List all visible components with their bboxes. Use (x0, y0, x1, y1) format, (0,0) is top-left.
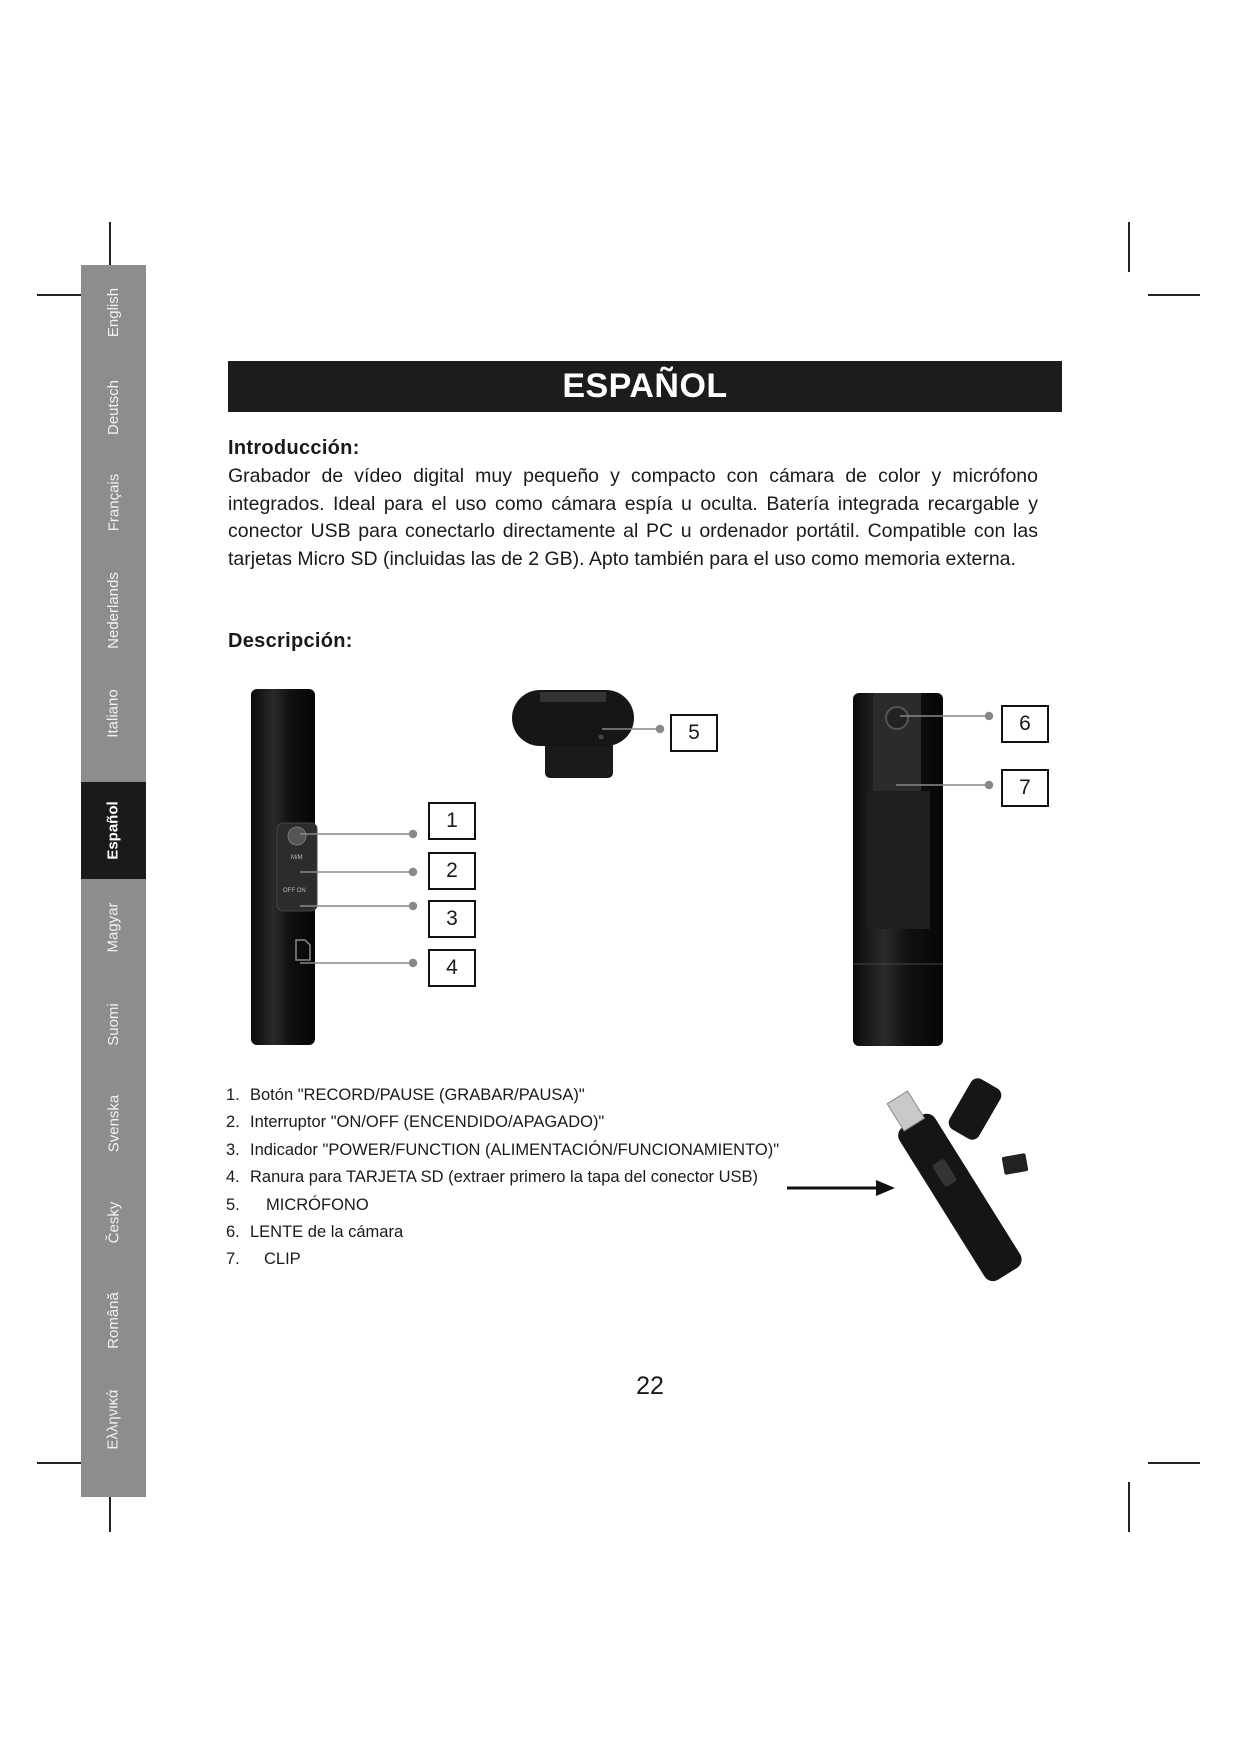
camera-lens-icon (886, 707, 908, 729)
micro-sd-card-photo (1002, 1153, 1029, 1175)
sidebar-item-italiano[interactable]: Italiano (105, 689, 122, 738)
sidebar-item-ellinika[interactable]: Ελληνικά (104, 1388, 122, 1450)
sidebar-item-svenska[interactable]: Svenska (104, 1094, 122, 1152)
sidebar-item-romana[interactable]: Română (104, 1291, 122, 1349)
callout-3: 3 (428, 900, 476, 938)
usb-cap-photo (946, 1075, 1004, 1142)
page-title: ESPAÑOL (228, 361, 1062, 412)
list-item: 1. Botón "RECORD/PAUSE (GRABAR/PAUSA)" (226, 1086, 585, 1104)
list-item: 4. Ranura para TARJETA SD (extraer primero la tapa del conector USB) (226, 1168, 759, 1186)
microphone-icon (599, 735, 604, 740)
record-button-icon (288, 827, 306, 845)
callout-4: 4 (428, 949, 476, 987)
intro-paragraph: Grabador de vídeo digital muy pequeño y compacto con cámara de color y micrófono integrados. Ideal para el uso como cámara espía u oculta. Batería integrada recargable y conector USB para conectarlo directamente al PC u ordenador portátil. Compatible con las tarjetas Micro SD (incluidas las de 2 GB). Apto también para el uso como memoria externa. (228, 465, 1038, 570)
callout-7: 7 (1001, 769, 1049, 807)
list-item: 7. CLIP (226, 1250, 301, 1268)
device-front-view (251, 689, 317, 1045)
sidebar-item-francais[interactable]: Français (105, 473, 122, 532)
list-item: 6. LENTE de la cámara (226, 1223, 404, 1241)
sidebar-item-espanol[interactable]: Español (81, 782, 146, 879)
sidebar-item-cesky[interactable]: Česky (105, 1201, 122, 1243)
callout-6: 6 (1001, 705, 1049, 743)
device-back-view (853, 693, 943, 1046)
callout-2: 2 (428, 852, 476, 890)
device-top-view (512, 690, 634, 778)
sidebar-item-suomi[interactable]: Suomi (105, 1003, 122, 1046)
arrow-icon (787, 1180, 895, 1196)
list-item: 3. Indicador "POWER/FUNCTION (ALIMENTACIÓN/FUNCIONAMIENTO)" (226, 1141, 780, 1159)
page-number: 22 (636, 1372, 664, 1400)
list-item: 2. Interruptor "ON/OFF (ENCENDIDO/APAGADO)" (226, 1113, 605, 1131)
callout-1: 1 (428, 802, 476, 840)
svg-text:OFF ON: OFF ON (283, 888, 306, 894)
sidebar-item-deutsch[interactable]: Deutsch (105, 379, 122, 436)
sidebar-item-english[interactable]: English (104, 287, 122, 338)
sidebar-item-nederlands[interactable]: Nederlands (105, 571, 122, 649)
svg-text:M/M: M/M (291, 855, 303, 861)
sidebar-item-magyar[interactable]: Magyar (105, 902, 122, 953)
description-heading: Descripción: (228, 630, 353, 652)
intro-heading: Introducción: (228, 437, 360, 459)
callout-5: 5 (670, 714, 718, 752)
list-item: 5. MICRÓFONO (226, 1196, 369, 1214)
